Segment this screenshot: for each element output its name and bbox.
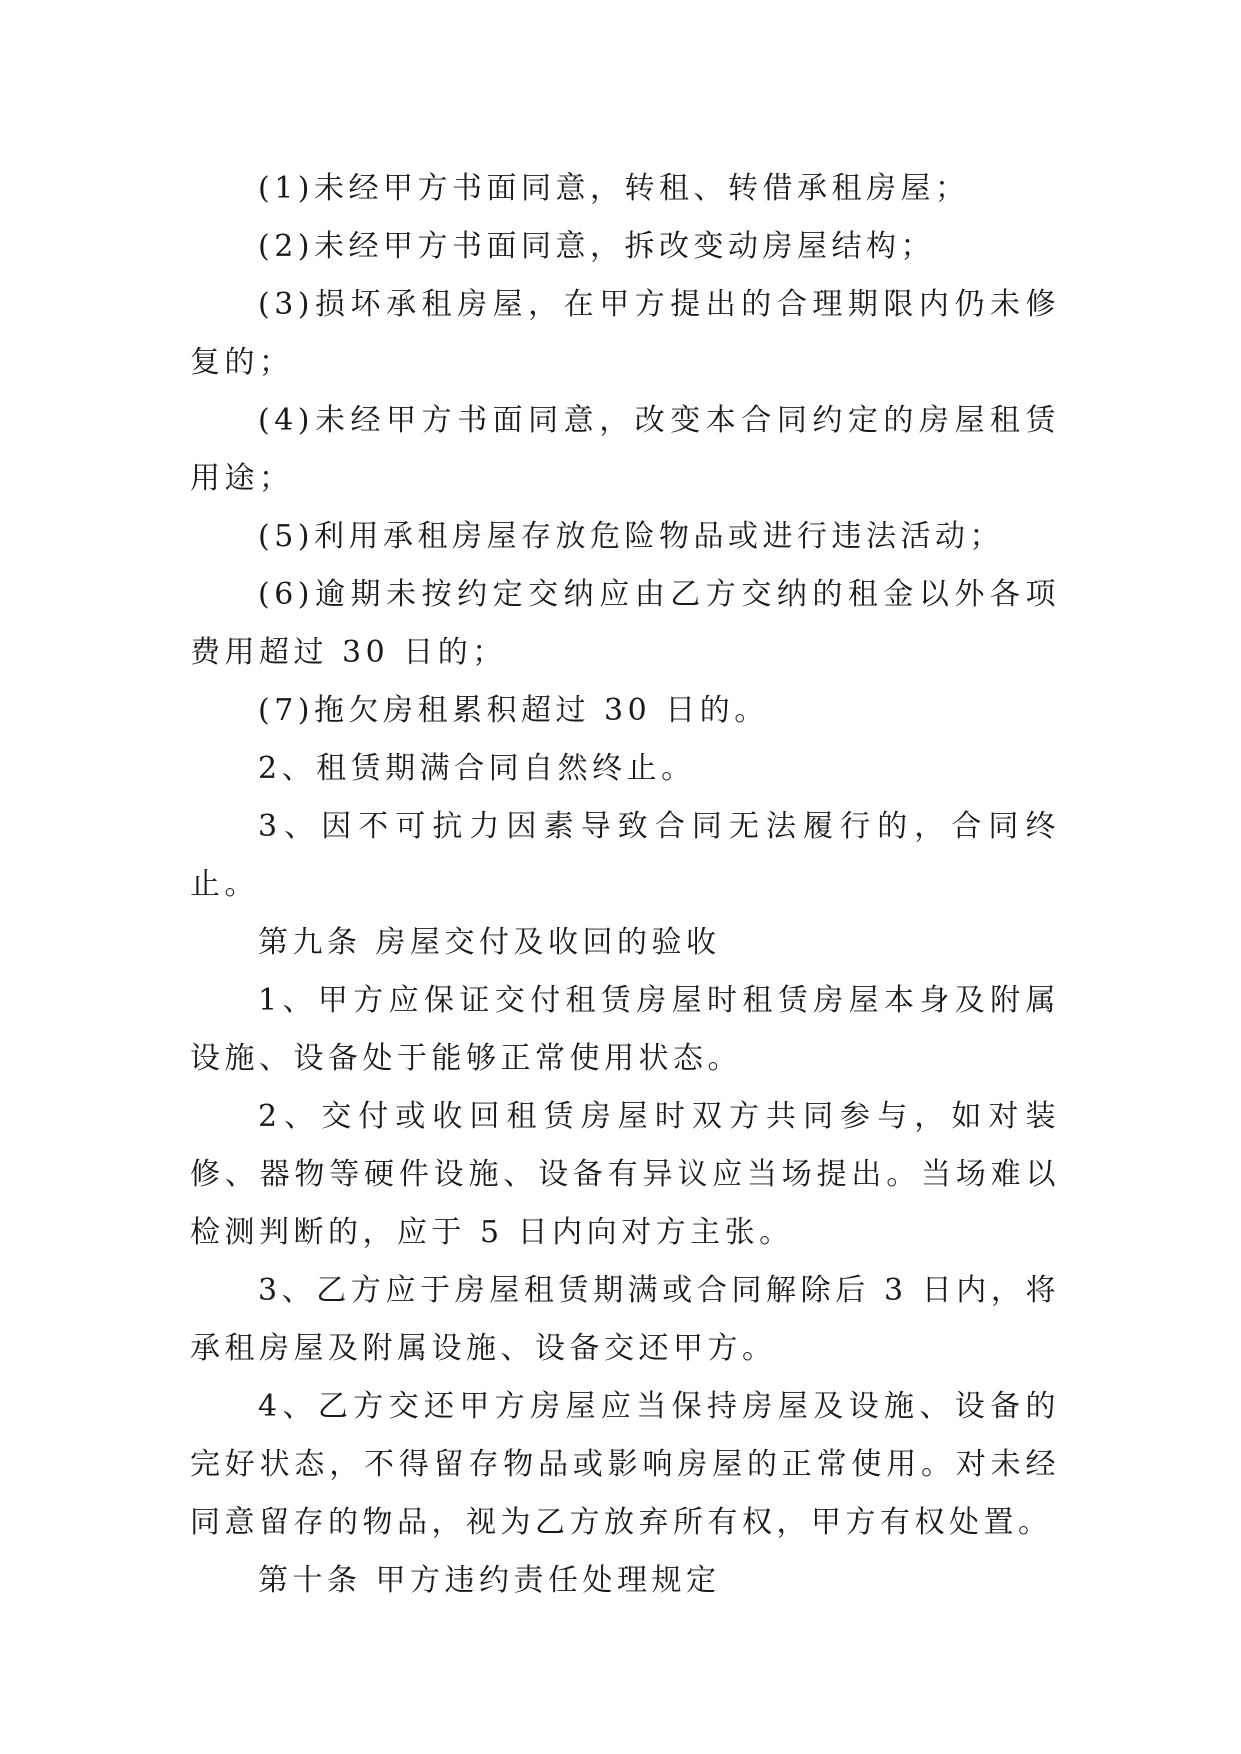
article-9-item-1: 1、甲方应保证交付租赁房屋时租赁房屋本身及附属设施、设备处于能够正常使用状态。 (190, 983, 1060, 1076)
clause-item-6: (6)逾期未按约定交纳应由乙方交纳的租金以外各项费用超过 30 日的； (190, 577, 1060, 670)
clause-item-2: (2)未经甲方书面同意，拆改变动房屋结构； (258, 229, 935, 264)
clause-item-1: (1)未经甲方书面同意，转租、转借承租房屋； (258, 171, 970, 206)
termination-force-majeure: 3、因不可抗力因素导致合同无法履行的，合同终止。 (190, 809, 1060, 902)
document-page (190, 160, 1060, 1610)
article-9-item-4: 4、乙方交还甲方房屋应当保持房屋及设施、设备的完好状态，不得留存物品或影响房屋的正常使用。对未经同意留存的物品，视为乙方放弃所有权，甲方有权处置。 (190, 1389, 1060, 1540)
article-9-item-3: 3、乙方应于房屋租赁期满或合同解除后 3 日内，将承租房屋及附属设施、设备交还甲方。 (190, 1273, 1060, 1366)
clause-item-3: (3)损坏承租房屋，在甲方提出的合理期限内仍未修复的； (190, 287, 1060, 380)
article-9-heading: 第九条 房屋交付及收回的验收 (258, 925, 721, 960)
article-9-item-2: 2、交付或收回租赁房屋时双方共同参与，如对装修、器物等硬件设施、设备有异议应当场提出。当场难以检测判断的，应于 5 日内向对方主张。 (190, 1099, 1060, 1250)
clause-item-5: (5)利用承租房屋存放危险物品或进行违法活动； (258, 519, 1004, 554)
termination-expiry: 2、租赁期满合同自然终止。 (258, 751, 696, 786)
clause-item-4: (4)未经甲方书面同意，改变本合同约定的房屋租赁用途； (190, 403, 1060, 496)
clause-item-7: (7)拖欠房租累积超过 30 日的。 (258, 693, 769, 728)
article-10-heading: 第十条 甲方违约责任处理规定 (258, 1563, 721, 1598)
